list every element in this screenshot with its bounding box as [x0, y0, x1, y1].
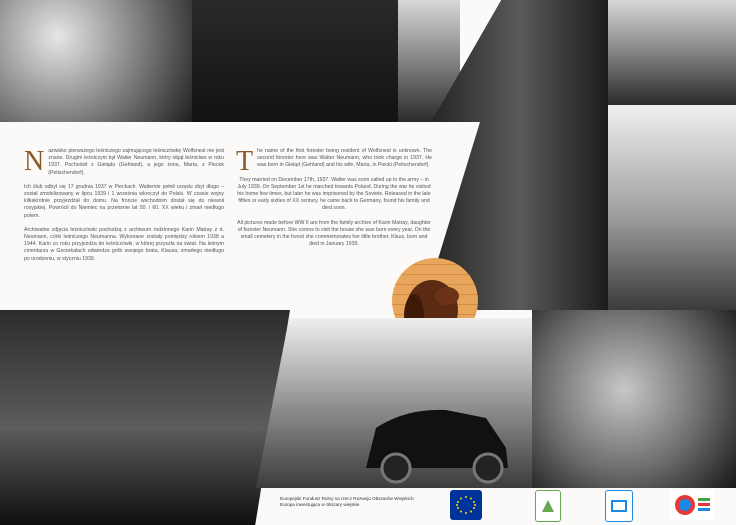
text-column-polish	[24, 148, 224, 270]
text-column-english	[236, 148, 432, 255]
photo-house-trees	[608, 0, 736, 105]
photo-couple-on-bench	[0, 310, 290, 525]
photo-car-in-front-of-house	[256, 318, 532, 488]
paragraph-pl-3: Archiwalne zdjęcia leśniczówki pochodzą z archiwum rodzinnego Karin Matray z d. Neumann, córki leśniczego Neumanna. Wykonane zostały pomiędzy rokiem 1938 a 1944. Karin co roku przyjeżdża do leśniczówki, w której przyszła na świat. Na leśnym cmentarzu w Gorzekałach odwiedza grób swojego brata, Klausa, zmarłego niedługo po urodzeniu, w styczniu 1939.	[24, 226, 224, 262]
paragraph-pl-2: Ich ślub odbył się 17 grudnia 1937 w Pieckach. Waltemie pełnił urzędu zbyt długo – został zmobilizowany w lipcu 1939 i 1 września wkroczył do Polski. W czasie wojny kilkakrotnie przyjeżdżał do domu. Na froncie wschodnim dostał się do niewoli rosyjskiej. Powrócił do Niemiec na przełomie lat 50. i 60. XX wieku i zmarł niedługo potem.	[24, 183, 224, 219]
paragraph-en-2: They married on December 17th, 1937. Walter was soon called up to the army – in July 1939. On September 1st he marched towards Poland. During the war he visited his home few times, but later he was imprisoned by the Soviets. Released in the late fifties or early sixties of XX century, he came back to Germany, found his family and died soon.	[237, 176, 431, 212]
dropcap-en: T	[236, 146, 254, 177]
paragraph-pl-1: Nazwisko pierwszego leśniczego zajmującego leśniczówkę Wolfsnest nie jest znane. Drugim leśniczym był Walter Neumann, który objął leśnictwo w roku 1937. Pochodził z Gielądu (Gehland), a jego żona, Marta, z Piecek (Peitschendorf).	[24, 146, 224, 177]
photo-family-table	[0, 0, 192, 122]
lgd-logo-icon	[670, 490, 714, 520]
paragraph-en-3: All pictures made before WW II are from the family archive of Karin Matray, daughter of forester Neumann. She comes to visit the house she was born every year. On the small cemetery in the forest she commemorates her little brother, Klaus, born and died in January 1939.	[237, 219, 431, 248]
car-icon	[256, 318, 532, 488]
prow-logo-icon	[605, 490, 633, 522]
funding-caption: Europejski Fundusz Rolny na rzecz Rozwoju Obszarów Wiejskich: Europa inwestująca w obszary wiejskie	[280, 496, 415, 507]
dropcap-pl: N	[24, 146, 45, 177]
eu-flag-icon	[450, 490, 482, 520]
paragraph-en-1: The name of the first forester being resident of Wolfsnest is unknown. The second forester here was Walter Neumann, who took charge in 1937. He was born in Gieląd (Gehland) and his wife, Marta, in Piecki (Peitschendorf).	[236, 146, 432, 177]
photo-parents-with-baby	[532, 310, 736, 488]
leader-logo-icon	[535, 490, 561, 522]
photo-group-gathering	[192, 0, 398, 122]
funding-footer	[280, 488, 730, 522]
photo-toddler-with-dog	[608, 105, 736, 310]
